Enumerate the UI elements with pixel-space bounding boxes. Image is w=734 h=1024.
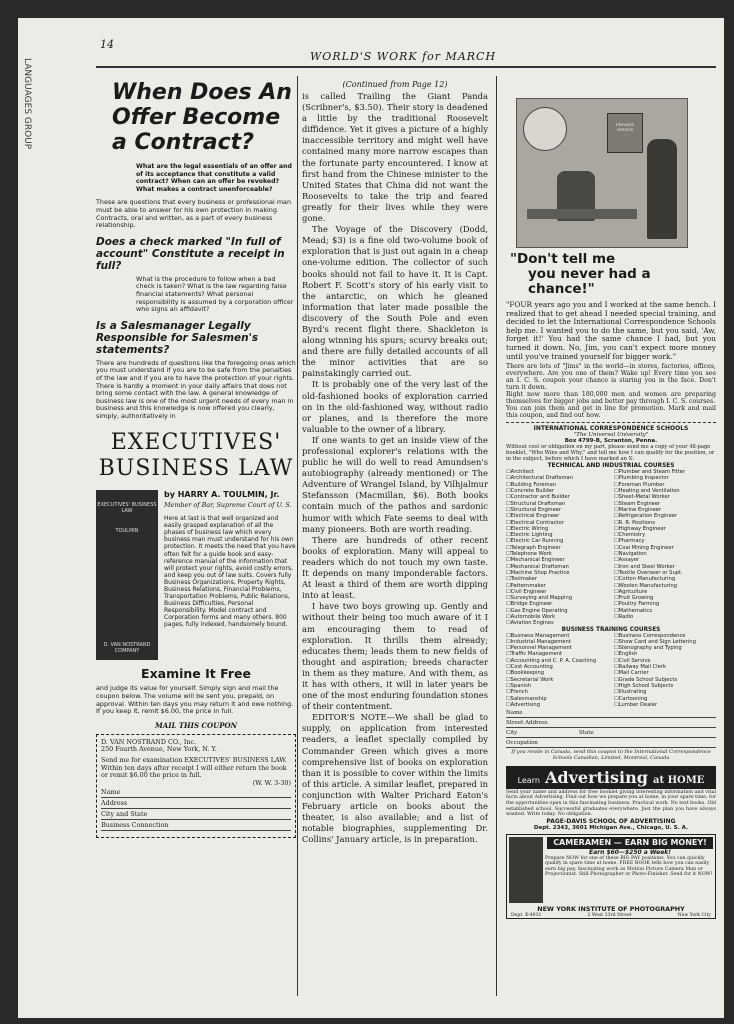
ics-story-3: Right now more than 180,000 men and women are preparing themselves for bigger jobs and better pay through I. C. S. courses. [506, 391, 716, 406]
tech-checkbox[interactable]: ☐ Surveying and Mapping [506, 595, 608, 601]
tech-checkbox[interactable]: ☐ Heating and Ventilation [614, 488, 716, 494]
ics-state-label: State [579, 730, 594, 737]
question-check-text: What is the procedure to follow when a bad check is taken? What is the law regarding false financial statements? What personal responsibility is assumed by a corporation officer who signs an affidavit? [136, 274, 294, 314]
tech-checkbox[interactable]: ☐ Contractor and Builder [506, 494, 608, 500]
ics-street-label: Street Address [506, 720, 548, 727]
book-description: Here at last is that well organized and easily grasped explanation of all the phases of business law which every business man must understand for his own protection. It meets the need that you have often felt for a guide book and easy-reference manual of the information that will protect your rights, avoid costly errors, and keep you out of law suits. Covers fully Business Organizations, Property Rights, Business Relations, Financial Problems, Transportation Problems, Public Relations, Business Difficulties, Personal Responsibility. Model contract and Corporation forms and many others. 800 pages, fully indexed, handsomely bound. [164, 515, 296, 629]
coupon-business-field[interactable] [101, 822, 291, 831]
tech-checkbox[interactable]: ☐ Architectural Draftsman [506, 475, 608, 481]
biz-checkbox[interactable]: ☐ Traffic Management [506, 651, 608, 657]
examine-free-text: and judge its value for yourself. Simply sign and mail the coupon below. The volume will be sent you, prepaid, on approval. Within ten days you may return it and owe nothing. If you keep it, remit $6.00, the price in full. [96, 684, 294, 716]
camera-icon [509, 837, 543, 903]
article-paragraph: is called Trailing the Giant Panda (Scribner's, $3.50). Their story is deadened a little by the traditional Roosevelt diffidence. Yet it gives a picture of a highly inaccessible territory and might well have contained many more narrow escapes than the fortunate party encountered. I know at first hand from the Chinese minister to the United States that China did not want the Roosevelts to take the trip and feared greatly for their lives while they were gone. [302, 91, 488, 224]
article-paragraph: If one wants to get an inside view of the professional explorer's relations with the public he will do well to read Amundsen's autobiography (already mentioned) or The Adventure of Wrangel Island, by Vilhjalmur Stefansson (Macmillan, $6). Both books contain much of the pathos and sardonic humor with which Fate seems to deal with many pioneers. Both are worth reading. [302, 434, 488, 534]
page-number: 14 [100, 38, 114, 51]
biz-checkbox[interactable]: ☐ Business Management [506, 633, 608, 639]
biz-checkbox[interactable]: ☐ French [506, 689, 608, 695]
biz-checkbox[interactable]: ☐ Stenography and Typing [614, 645, 716, 651]
ics-coupon[interactable] [506, 422, 716, 762]
ics-city-label: City [506, 730, 518, 737]
canada-note: If you reside in Canada, send this coupon to the International Correspondence Schools Canadian, Limited, Montreal, Canada [511, 749, 711, 761]
coupon-business-label: Business Connection [101, 821, 169, 830]
ics-headline-1: "Don't tell me [510, 251, 616, 267]
biz-checkbox[interactable]: ☐ Cartooning [614, 696, 716, 702]
tech-checkbox[interactable]: ☐ Woolen Manufacturing [614, 583, 716, 589]
tech-checkbox[interactable]: ☐ Textile Overseer or Supt. [614, 570, 716, 576]
cameramen-earn: Earn $60—$250 a Week! [588, 848, 672, 856]
question-salesmanager: Is a Salesmanager Legally Responsible for Salesmen's statements? [96, 319, 259, 356]
article-paragraph: It is probably one of the very last of the old-fashioned books of exploration carried on in the old-fashioned way, without radio or planes, and is therefore the more valuable to the owner of a library. [302, 379, 488, 434]
tech-checkbox[interactable]: ☐ Chemistry [614, 532, 716, 538]
biz-checkbox[interactable]: ☐ Civil Service [614, 658, 716, 664]
book-title: EXECUTIVES' BUSINESS LAW [98, 430, 294, 482]
tech-checkbox[interactable]: ☐ R. R. Positions [614, 520, 716, 526]
biz-checkbox[interactable]: ☐ Grade School Subjects [614, 677, 716, 683]
tech-checkbox[interactable]: ☐ Electrical Engineer [506, 513, 608, 519]
tech-checkbox[interactable]: ☐ Aviation Engines [506, 620, 608, 626]
tech-checkbox[interactable]: ☐ Structural Draftsman [506, 501, 608, 507]
cameramen-text: Prepare NOW for one of these BIG PAY positions. You can quickly qualify in spare time at home. FREE BOOK tells how you can easily earn big pay, fascinating work as Motion Picture Camera Man or Projectionist. Still Photographer or Photo-Finisher. Send for it NOW! [545, 855, 713, 878]
ics-story: "FOUR years ago you and I worked at the same bench. I realized that to get ahead I needed special training, and decided to let the International Correspondence Schools help me. I wanted you to do the same, but you said, 'Aw, forget it!' You had the same chance I had, but you turned it down. No, Jim, you can't expect more money until you've trained yourself for bigger work." [506, 300, 716, 361]
tech-checkbox[interactable]: ☐ Building Foreman [506, 482, 608, 488]
biz-checkbox[interactable]: ☐ Accounting and C. P. A. Coaching [506, 658, 608, 664]
advertising-banner [506, 766, 716, 789]
book-author: by HARRY A. TOULMIN, Jr. [164, 490, 280, 500]
cameramen-address: 2 West 33rd Street [587, 912, 632, 918]
cameramen-school: NEW YORK INSTITUTE OF PHOTOGRAPHY [537, 904, 685, 913]
tech-checkbox[interactable]: ☐ Navigation [614, 551, 716, 557]
adv-dept: Dept. 2343, 3601 Michigan Ave., Chicago, U. S. A. [533, 824, 689, 831]
biz-checkbox[interactable]: ☐ Secretarial Work [506, 677, 608, 683]
ics-tagline: "The Universal University" [573, 432, 649, 439]
biz-checkbox[interactable]: ☐ Industrial Management [506, 639, 608, 645]
tech-checkbox[interactable]: ☐ Toolmaker [506, 576, 608, 582]
tech-checkbox[interactable]: ☐ Highway Engineer [614, 526, 716, 532]
mail-coupon[interactable] [96, 734, 296, 839]
tech-checkbox[interactable]: ☐ Mechanical Engineer [506, 557, 608, 563]
tech-checkbox[interactable]: ☐ Cotton Manufacturing [614, 576, 716, 582]
ics-name-label: Name [506, 710, 523, 717]
tech-checkbox[interactable]: ☐ Poultry Farming [614, 601, 716, 607]
tech-checkbox[interactable]: ☐ Coal Mining Engineer [614, 545, 716, 551]
ics-box: Box 4799-B, Scranton, Penna. [564, 438, 658, 445]
ics-street-field[interactable] [506, 720, 716, 728]
biz-checkbox[interactable]: ☐ Lumber Dealer [614, 702, 716, 708]
tech-checkbox[interactable]: ☐ Assayer [614, 557, 716, 563]
biz-checkbox[interactable]: ☐ Mail Carrier [614, 670, 716, 676]
tech-checkbox[interactable]: ☐ Concrete Builder [506, 488, 608, 494]
column-article [302, 80, 488, 980]
business-courses-list [506, 633, 716, 709]
headline-offer-contract: When Does An Offer Become a Contract? [112, 80, 292, 155]
column-divider-right [496, 76, 497, 996]
business-courses-heading: BUSINESS TRAINING COURSES [561, 626, 661, 633]
coupon-company: D. VAN NOSTRAND CO., Inc. [101, 737, 197, 746]
coupon-city-field[interactable] [101, 811, 291, 820]
tech-checkbox[interactable]: ☐ Patternmaker [506, 583, 608, 589]
tech-checkbox[interactable]: ☐ Sheet-Metal Worker [614, 494, 716, 500]
tech-checkbox[interactable]: ☐ Telephone Work [506, 551, 608, 557]
coupon-title: MAIL THIS COUPON [155, 720, 237, 730]
tech-checkbox[interactable]: ☐ Gas Engine Operating [506, 608, 608, 614]
cameramen-dept: Dept. K-4931 [511, 912, 542, 918]
coupon-code: (W. W. 3-30) [252, 778, 291, 787]
ics-occupation-field[interactable] [506, 740, 716, 748]
author-credential: Member of Bar, Supreme Court of U. S. [164, 501, 292, 510]
tech-checkbox[interactable]: ☐ Structural Engineer [506, 507, 608, 513]
biz-checkbox[interactable]: ☐ Personnel Management [506, 645, 608, 651]
tech-checkbox[interactable]: ☐ Electric Wiring [506, 526, 608, 532]
desk-shape [527, 209, 637, 219]
coupon-name-label: Name [101, 788, 121, 797]
tech-checkbox[interactable]: ☐ Fruit Growing [614, 595, 716, 601]
ics-city-field[interactable] [506, 730, 716, 738]
tech-checkbox[interactable]: ☐ Pharmacy [614, 538, 716, 544]
tech-courses-heading: TECHNICAL AND INDUSTRIAL COURSES [547, 463, 675, 470]
coupon-city-label: City and State [101, 810, 148, 819]
tech-checkbox[interactable]: ☐ Machine Shop Practice [506, 570, 608, 576]
header-rule [96, 66, 716, 68]
question-check: Does a check marked "In full of account" Constitute a receipt in full? [96, 235, 285, 272]
running-header: WORLD'S WORK for MARCH [310, 50, 497, 63]
tech-checkbox[interactable]: ☐ Architect [506, 469, 608, 475]
ics-headline-2: you never had a chance!" [528, 266, 651, 297]
cameramen-ad [506, 834, 716, 919]
biz-checkbox[interactable]: ☐ Salesmanship [506, 696, 608, 702]
column-ics-ad [506, 98, 716, 1018]
standing-man-figure [647, 139, 677, 239]
coupon-address-field[interactable] [101, 800, 291, 809]
adv-word: Advertising [545, 767, 648, 787]
tech-checkbox[interactable]: ☐ Plumber and Steam Fitter [614, 469, 716, 475]
tech-checkbox[interactable]: ☐ Mechanical Draftsman [506, 564, 608, 570]
inset-workers-circle [523, 107, 567, 151]
adv-home: at HOME [653, 774, 705, 786]
coupon-address-label: Address [101, 799, 128, 808]
book-cover-image [96, 490, 158, 660]
column-business-law-ad [96, 80, 296, 1010]
coupon-address: 250 Fourth Avenue, New York, N. Y. [101, 745, 217, 754]
tech-checkbox[interactable]: ☐ Automobile Work [506, 614, 608, 620]
article-paragraph: The Voyage of the Discovery (Dodd, Mead; $3) is a fine old two-volume book of exploration that is just out again in a cheap one-volume edition. The collector of such books should not fail to have it. It is Capt. Robert F. Scott's story of his early visit to the antarctic, on which he gleaned information that later made possible the discovery of the South Pole and even Byrd's recent flight there. Shackleton is along winning his spurs; scurvy breaks out; and there are fully detailed accounts of all the minor activities that are so painstakingly carried out. [302, 224, 488, 379]
biz-checkbox[interactable]: ☐ English [614, 651, 716, 657]
lead-paragraph: What are the legal essentials of an offer and of its acceptance that constitute a valid contract? When can an offer be revoked? What makes a contract unenforceable? [136, 163, 292, 193]
continued-note: (Continued from Page 12) [342, 80, 448, 89]
ics-name-field[interactable] [506, 710, 716, 718]
editors-note: EDITOR'S NOTE—We shall be glad to supply, on application from interested readers, a leaflet specially compiled by Commander Green which gives a more comprehensive list of books on exploration than it is possible to cover within the limits of this article. A similar leaflet, prepared in conjunction with Walter Prichard Eaton's February article on books about the theater, is also available; and a list of notable biographies, supplementing Dr. Collins' January article, is in preparation. [302, 712, 488, 845]
tech-checkbox[interactable]: ☐ Telegraph Engineer [506, 545, 608, 551]
office-illustration [516, 98, 688, 248]
adv-learn: Learn [517, 775, 540, 785]
tech-courses-list [506, 469, 716, 626]
coupon-name-field[interactable] [101, 789, 291, 798]
tech-checkbox[interactable]: ☐ Refrigeration Engineer [614, 513, 716, 519]
examine-free-heading: Examine It Free [141, 666, 251, 682]
tech-checkbox[interactable]: ☐ Electric Car Running [506, 538, 608, 544]
biz-checkbox[interactable]: ☐ Business Correspondence [614, 633, 716, 639]
private-office-sign: PRIVATE OFFICE [607, 113, 643, 153]
tech-checkbox[interactable]: ☐ Radio [614, 614, 716, 620]
tech-checkbox[interactable]: ☐ Electrical Contractor [506, 520, 608, 526]
article-paragraph: There are hundreds of other recent books of exploration. Many will appeal to readers which do not touch my own taste. It depends on many imponderable factors. At least a third of them are worth dipping into at least. [302, 534, 488, 601]
tech-checkbox[interactable]: ☐ Electric Lighting [506, 532, 608, 538]
ics-request: Without cost or obligation on my part, please send me a copy of your 48-page booklet, "Who Wins and Why," and tell me how I can qualify for the position, or in the subject, before which I have marked an X: [506, 444, 715, 463]
book-spine-title: EXECUTIVES' BUSINESS LAW [97, 502, 157, 515]
ics-name: INTERNATIONAL CORRESPONDENCE SCHOOLS [533, 425, 689, 433]
ics-story-2: There are lots of "Jims" in the world—in stores, factories, offices, everywhere. Are you one of them? Wake up! Every time you see an I. C. S. coupon your chance is staring you in the face. Don't turn it down. [506, 363, 716, 392]
tech-checkbox[interactable]: ☐ Marine Engineer [614, 507, 716, 513]
biz-checkbox[interactable]: ☐ Cost Accounting [506, 664, 608, 670]
ics-story-4: You can join them and get in line for promotion. Mark and mail this coupon, and find out how. [506, 405, 716, 420]
ics-occupation-label: Occupation [506, 740, 538, 747]
biz-checkbox[interactable]: ☐ Show Card and Sign Lettering [614, 639, 716, 645]
tech-checkbox[interactable]: ☐ Steam Engineer [614, 501, 716, 507]
article-paragraph: I have two boys growing up. Gently and without their being too much aware of it I am encouraging them to read of exploration. It thrills them already; educates them; leads them to new fields of thought and aspiration; breeds character in them as they mature. And with them, as it has with others, it will in later years be one of the most enduring foundation stones of their contentment. [302, 601, 488, 712]
biz-checkbox[interactable]: ☐ Bookkeeping [506, 670, 608, 676]
book-spine-publisher: D. VAN NOSTRAND COMPANY [103, 642, 151, 655]
edge-text: LANGUAGES GROUP [22, 58, 32, 150]
tech-checkbox[interactable]: ☐ Plumbing Inspector [614, 475, 716, 481]
intro-paragraph: These are questions that every business or professional man must be able to answer for his own protection in making Contracts, oral and written, as a part of every business relationship. [96, 198, 292, 230]
biz-checkbox[interactable]: ☐ Illustrating [614, 689, 716, 695]
adv-school: PAGE-DAVIS SCHOOL OF ADVERTISING [546, 817, 676, 825]
magazine-page [18, 18, 724, 1018]
tech-checkbox[interactable]: ☐ Agriculture [614, 589, 716, 595]
biz-checkbox[interactable]: ☐ Spanish [506, 683, 608, 689]
tech-checkbox[interactable]: ☐ Bridge Engineer [506, 601, 608, 607]
tech-checkbox[interactable]: ☐ Iron and Steel Worker [614, 564, 716, 570]
adv-text: Send your name and address for free booklet giving interesting information and vital facts about Advertising. Find out how we prepare you at home, in your spare time, for the opportunities open in this fascinating business. Practical work. No text books. Old established school. Successful graduates everywhere. Just the plan you have always wanted. Write today. No obligation. [506, 789, 716, 818]
coupon-text: Send me for examination EXECUTIVES' BUSINESS LAW. Within ten days after receipt I will either return the book or remit $6.00 the price in full. [101, 756, 287, 780]
biz-checkbox[interactable]: ☐ High School Subjects [614, 683, 716, 689]
tech-checkbox[interactable]: ☐ Foreman Plumber [614, 482, 716, 488]
tech-checkbox[interactable]: ☐ Civil Engineer [506, 589, 608, 595]
cameramen-city: New York City [677, 912, 711, 918]
book-spine-author: TOULMIN [115, 528, 139, 535]
cameramen-heading: CAMERAMEN — EARN BIG MONEY! [547, 837, 713, 849]
biz-checkbox[interactable]: ☐ Railway Mail Clerk [614, 664, 716, 670]
column-divider-left [297, 76, 298, 996]
tech-checkbox[interactable]: ☐ Mathematics [614, 608, 716, 614]
biz-checkbox[interactable]: ☐ Advertising [506, 702, 608, 708]
question-salesmanager-text: There are hundreds of questions like the foregoing ones which you must understand if you are to be safe from the penalties of the law and if you are to have the protection of your rights. There is hardly a moment in your daily affairs that does not bring some contact with the law. A general knowledge of business law is one of the most urgent needs of every man in business and this knowledge is now offered you clearly, simply, authoritatively in [96, 358, 296, 420]
